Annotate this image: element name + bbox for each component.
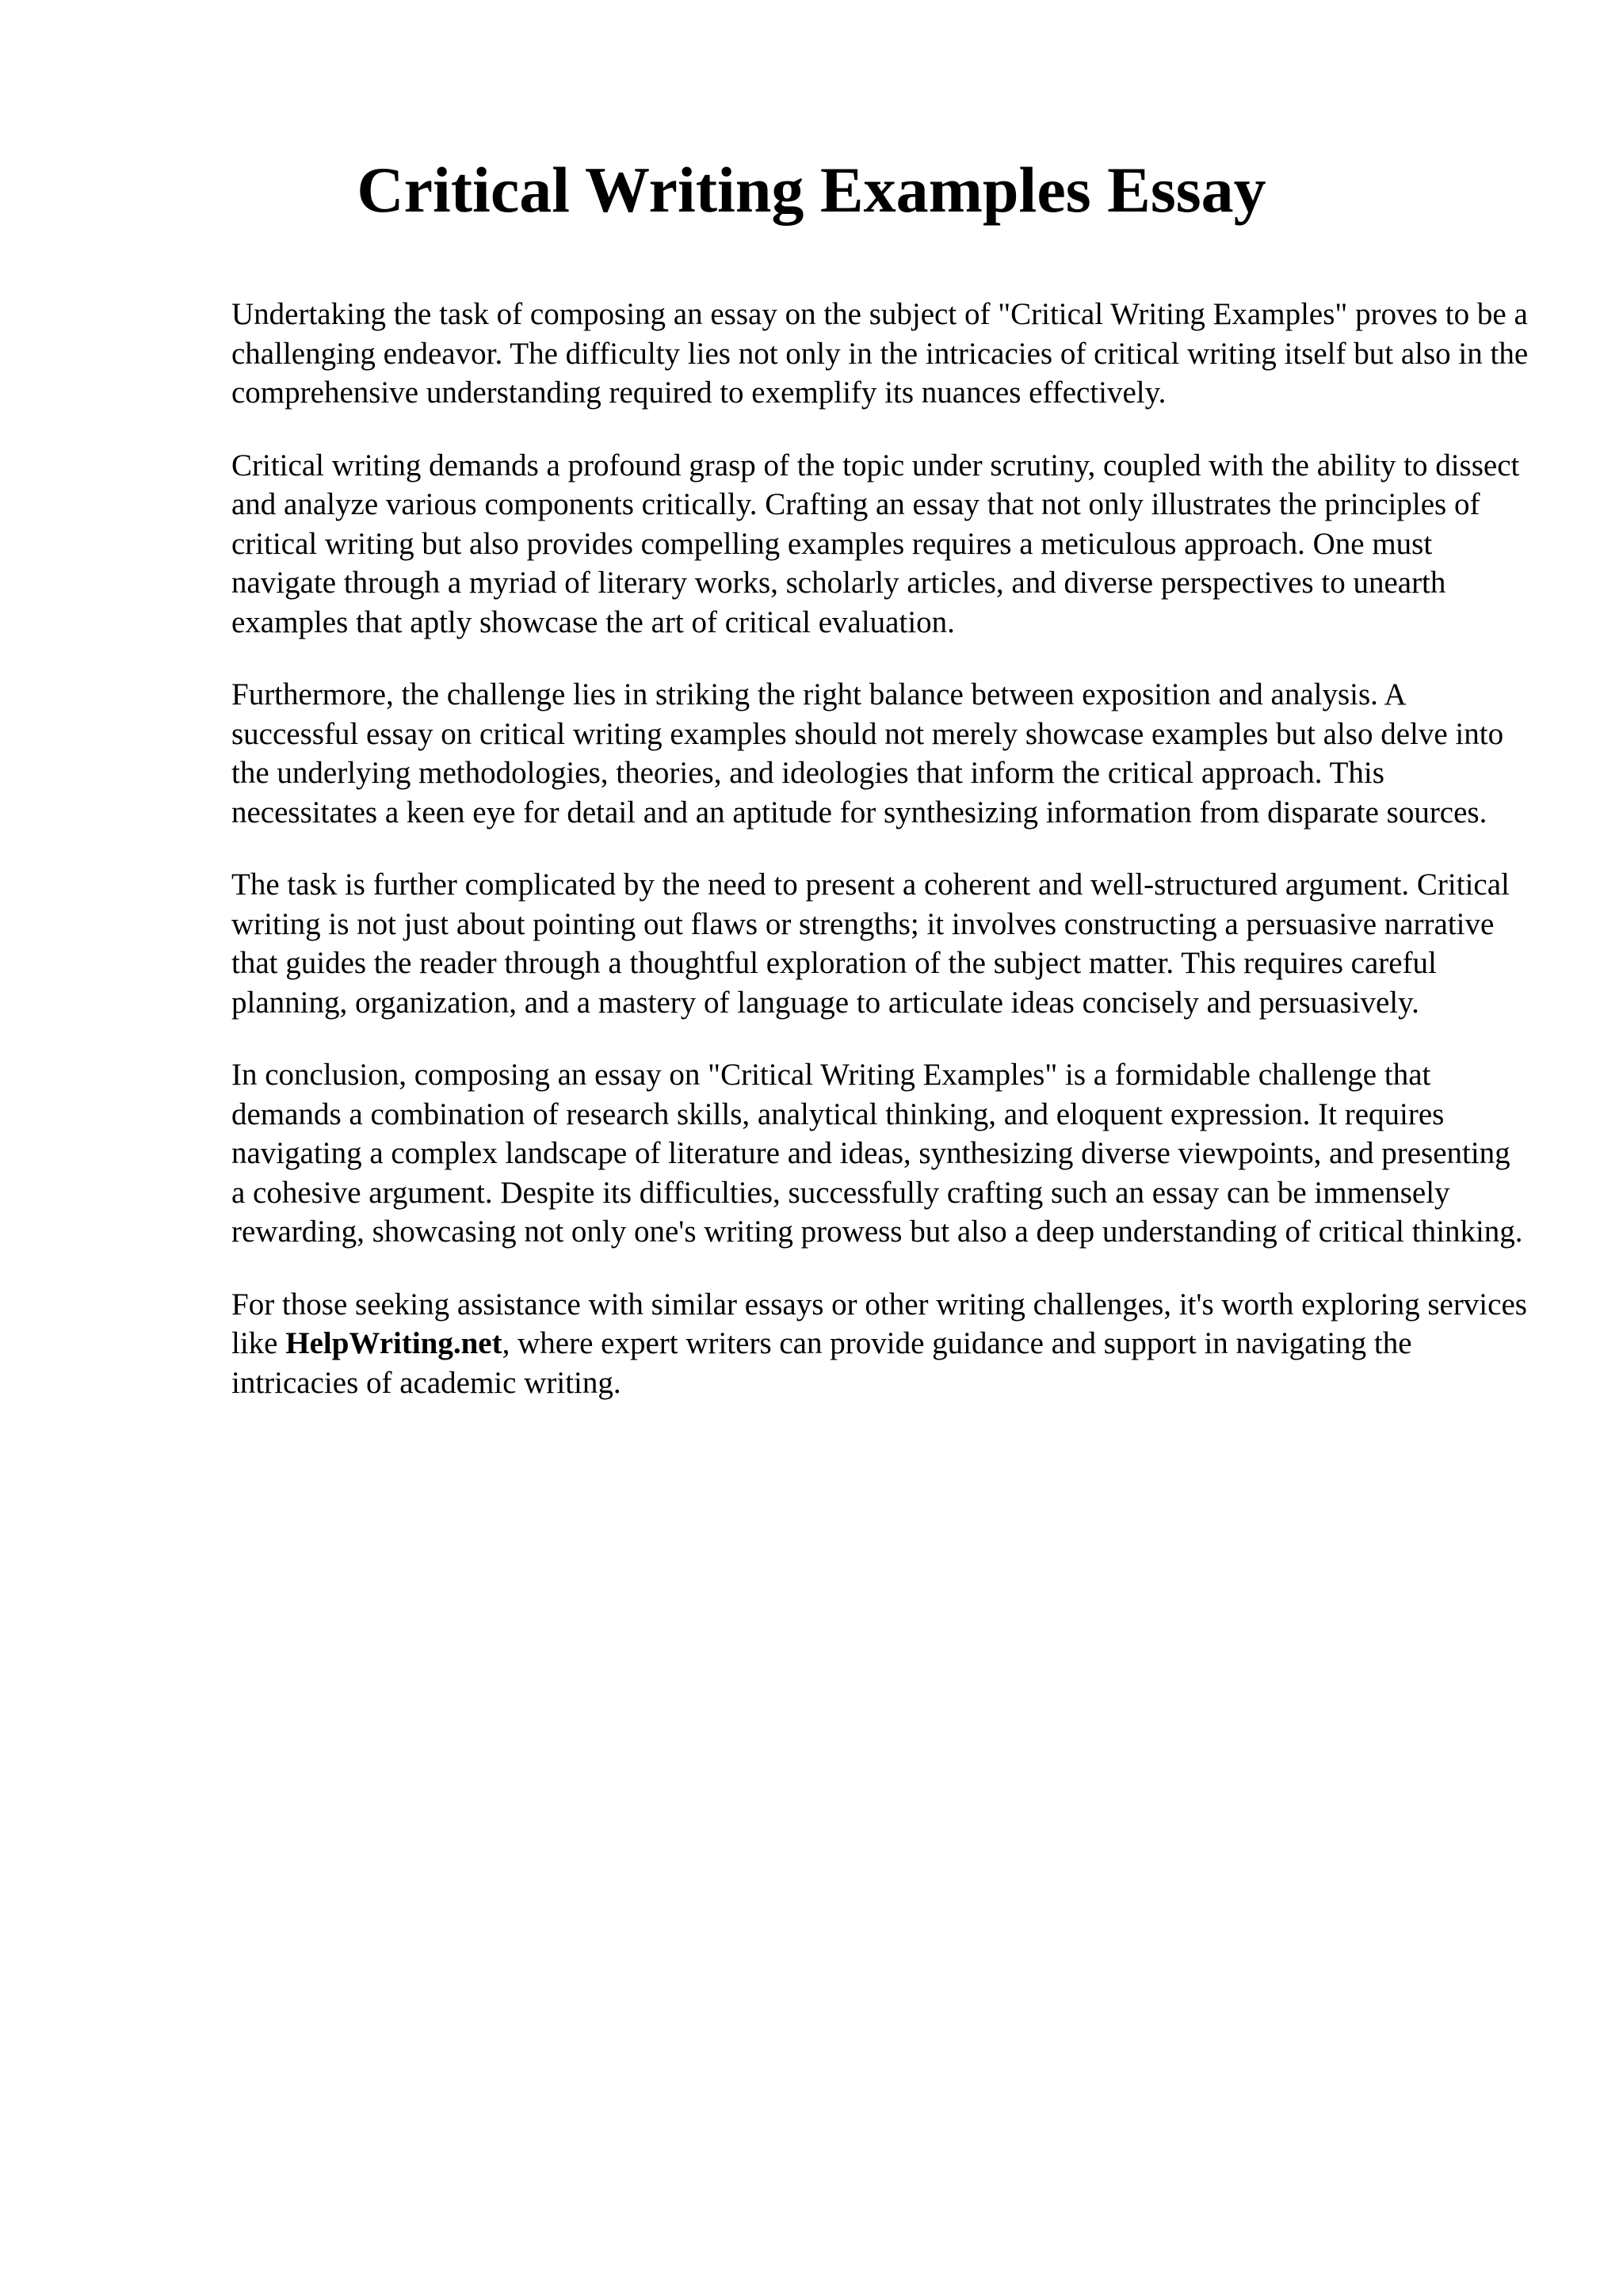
document-title: Critical Writing Examples Essay [357,154,1266,226]
paragraph-intro: Undertaking the task of composing an essay on the subject of "Critical Writing Examples" proves to be a challenging endeavor. The difficulty lies not only in the intricacies of critical writing itself but also in the comprehensive understanding required to exemplify its nuances effectively. [231,297,1529,410]
paragraph-argument: The task is further complicated by the need to present a coherent and well-structured argument. Critical writing is not just about pointing out flaws or strengths; it involves constructing a persuasive narrative that guides the reader through a thoughtful exploration of the subject matter. This requires careful planning, organization, and a mastery of language to articulate ideas concisely and persuasively. [231,868,1510,1020]
brand-link[interactable]: HelpWriting.net [285,1326,502,1360]
paragraph-critical-writing-demands: Critical writing demands a profound grasp of the topic under scrutiny, coupled with the ability to dissect and analyze various components critically. Crafting an essay that not only illustrates the principles of critical writing but also provides compelling examples requires a meticulous approach. One must navigate through a myriad of literary works, scholarly articles, and diverse perspectives to unearth examples that aptly showcase the art of critical evaluation. [231,448,1520,639]
paragraph-balance: Furthermore, the challenge lies in striking the right balance between exposition and analysis. A successful essay on critical writing examples should not merely showcase examples but also delve into the underlying methodologies, theories, and ideologies that inform the critical approach. This necessitates a keen eye for detail and an aptitude for synthesizing information from disparate sources. [231,677,1504,830]
closing-text-before: For those seeking assistance with similar essays or other writing challenges, it's worth exploring services like [231,1287,1527,1360]
closing-text-after: , where expert writers can provide guidance and support in navigating the intricacies of academic writing. [231,1326,1412,1400]
document-body [231,295,1531,1436]
paragraph-conclusion: In conclusion, composing an essay on "Critical Writing Examples" is a formidable challenge that demands a combination of research skills, analytical thinking, and eloquent expression. It requires navigating a complex landscape of literature and ideas, synthesizing diverse viewpoints, and presenting a cohesive argument. Despite its difficulties, successfully crafting such an essay can be immensely rewarding, showcasing not only one's writing prowess but also a deep understanding of critical thinking. [231,1058,1523,1249]
paragraph-closing [231,1285,1531,1403]
